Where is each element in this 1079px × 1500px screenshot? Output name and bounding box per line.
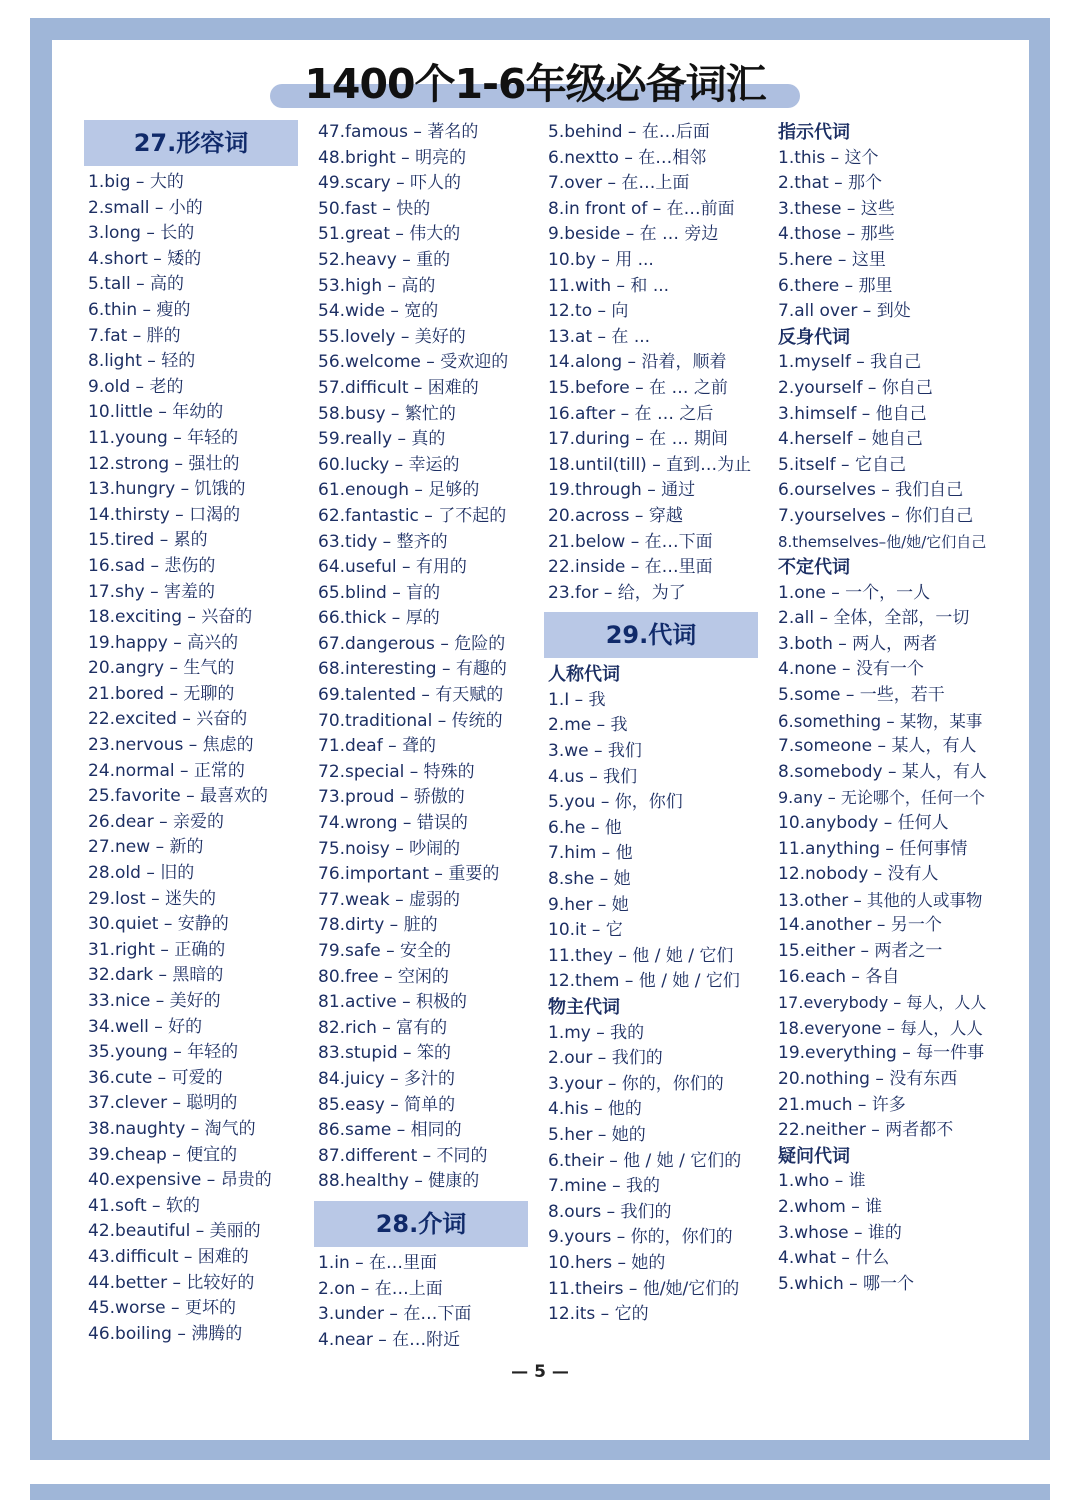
word-entry: 11.anything – 任何事情 xyxy=(778,838,968,859)
word-entry: 21.bored – 无聊的 xyxy=(88,683,235,704)
word-entry: 4.his – 他的 xyxy=(548,1099,642,1120)
word-entry: 73.proud – 骄傲的 xyxy=(318,787,465,808)
word-entry: 72.special – 特殊的 xyxy=(318,761,475,782)
word-entry: 7.fat – 胖的 xyxy=(88,325,181,346)
page-title: 1400个1-6年级必备词汇 xyxy=(304,60,766,108)
word-entry: 24.normal – 正常的 xyxy=(88,760,245,781)
column-adjectives-1 xyxy=(84,120,298,1347)
word-entry: 19.through – 通过 xyxy=(548,480,696,501)
word-entry: 82.rich – 富有的 xyxy=(318,1017,448,1038)
word-entry: 19.happy – 高兴的 xyxy=(88,632,239,653)
word-entry: 1.this – 这个 xyxy=(778,147,879,168)
column-prepositions-pronouns xyxy=(544,120,758,1328)
word-entry: 2.all – 全体，全部，一切 xyxy=(778,608,970,629)
column-adjectives-2 xyxy=(314,120,528,1353)
word-entry: 14.another – 另一个 xyxy=(778,915,942,936)
word-entry: 53.high – 高的 xyxy=(318,275,436,296)
word-entry: 2.whom – 谁 xyxy=(778,1196,883,1217)
page-number: — 5 — xyxy=(511,1362,569,1382)
word-entry: 30.quiet – 安静的 xyxy=(88,914,229,935)
word-entry: 6.he – 他 xyxy=(548,817,622,838)
word-entry: 26.dear – 亲爱的 xyxy=(88,811,224,832)
word-entry: 12.them – 他 / 她 / 它们 xyxy=(548,971,740,992)
word-entry: 3.whose – 谁的 xyxy=(778,1222,902,1243)
word-entry: 10.it – 它 xyxy=(548,920,623,941)
word-entry: 7.over – 在…上面 xyxy=(548,173,690,194)
word-entry: 77.weak – 虚弱的 xyxy=(318,889,460,910)
word-entry: 48.bright – 明亮的 xyxy=(318,147,467,168)
word-entry: 2.our – 我们的 xyxy=(548,1048,663,1069)
word-entry: 5.some – 一些，若干 xyxy=(778,685,945,706)
word-entry: 22.excited – 兴奋的 xyxy=(88,709,248,730)
word-entry: 45.worse – 更坏的 xyxy=(88,1298,236,1319)
word-entry: 9.beside – 在 … 旁边 xyxy=(548,224,719,245)
word-entry: 6.ourselves – 我们自己 xyxy=(778,480,964,501)
word-list xyxy=(314,120,528,1195)
word-entry: 22.neither – 两者都不 xyxy=(778,1120,954,1141)
word-entry: 57.difficult – 困难的 xyxy=(318,377,479,398)
word-entry: 13.other – 其他的人或事物 xyxy=(778,890,983,910)
word-entry: 5.behind – 在…后面 xyxy=(548,122,710,142)
word-entry: 69.talented – 有天赋的 xyxy=(318,685,504,706)
word-entry: 87.different – 不同的 xyxy=(318,1145,488,1166)
subheading-reflexive-pronouns: 反身代词 xyxy=(778,326,850,348)
word-list xyxy=(774,146,988,325)
word-entry: 15.either – 两者之一 xyxy=(778,941,943,961)
word-list xyxy=(84,170,298,1347)
word-entry: 15.tired – 累的 xyxy=(88,530,208,551)
word-entry: 1.big – 大的 xyxy=(88,172,184,192)
word-entry: 35.young – 年轻的 xyxy=(88,1042,239,1063)
word-entry: 8.ours – 我们的 xyxy=(548,1201,672,1222)
word-entry: 8.light – 轻的 xyxy=(88,351,196,372)
word-entry: 1.who – 谁 xyxy=(778,1171,866,1192)
word-entry: 1.myself – 我自己 xyxy=(778,352,922,373)
word-entry: 2.that – 那个 xyxy=(778,173,883,194)
word-entry: 2.yourself – 你自己 xyxy=(778,377,933,398)
subheading-personal-pronouns: 人称代词 xyxy=(548,664,620,686)
word-entry: 68.interesting – 有趣的 xyxy=(318,659,507,680)
word-entry: 67.dangerous – 危险的 xyxy=(318,633,506,654)
word-entry: 25.favorite – 最喜欢的 xyxy=(88,786,269,807)
word-entry: 16.sad – 悲伤的 xyxy=(88,555,216,576)
subheading-demonstrative-pronouns: 指示代词 xyxy=(778,122,850,143)
word-entry: 3.both – 两人，两者 xyxy=(778,633,938,654)
word-entry: 6.nextto – 在…相邻 xyxy=(548,147,707,168)
word-entry: 27.new – 新的 xyxy=(88,837,204,858)
subheading-indefinite-pronouns: 不定代词 xyxy=(778,557,850,579)
word-entry: 80.free – 空闲的 xyxy=(318,966,449,987)
word-entry: 66.thick – 厚的 xyxy=(318,608,440,629)
word-entry: 15.before – 在 … 之前 xyxy=(548,377,728,398)
word-entry: 14.thirsty – 口渴的 xyxy=(88,504,241,525)
word-entry: 50.fast – 快的 xyxy=(318,198,431,219)
word-entry: 44.better – 比较好的 xyxy=(88,1272,255,1293)
word-entry: 88.healthy – 健康的 xyxy=(318,1171,480,1192)
word-entry: 5.you – 你，你们 xyxy=(548,792,683,813)
word-entry: 76.important – 重要的 xyxy=(318,864,500,885)
subheading-possessive-pronouns: 物主代词 xyxy=(548,997,620,1018)
word-entry: 12.to – 向 xyxy=(548,301,629,322)
word-entry: 6.something – 某物，某事 xyxy=(778,711,983,731)
word-entry: 85.easy – 简单的 xyxy=(318,1094,456,1115)
word-list xyxy=(774,581,988,1144)
word-entry: 17.everybody – 每人，人人 xyxy=(778,993,987,1013)
word-entry: 10.little – 年幼的 xyxy=(88,402,224,423)
word-list xyxy=(774,350,988,555)
word-entry: 8.themselves–他/她/它们自己 xyxy=(778,532,987,551)
word-entry: 29.lost – 迷失的 xyxy=(88,888,216,909)
word-entry: 16.after – 在 … 之后 xyxy=(548,403,714,424)
word-entry: 46.boiling – 沸腾的 xyxy=(88,1323,243,1344)
word-entry: 14.along – 沿着，顺着 xyxy=(548,352,727,373)
word-entry: 42.beautiful – 美丽的 xyxy=(88,1221,261,1242)
word-entry: 79.safe – 安全的 xyxy=(318,941,452,961)
word-entry: 55.lovely – 美好的 xyxy=(318,326,466,347)
word-entry: 2.on – 在…上面 xyxy=(318,1278,443,1299)
word-entry: 47.famous – 著名的 xyxy=(318,122,479,142)
word-entry: 21.much – 许多 xyxy=(778,1094,906,1115)
word-entry: 32.dark – 黑暗的 xyxy=(88,965,224,986)
word-entry: 9.yours – 你的，你们的 xyxy=(548,1227,733,1248)
word-entry: 58.busy – 繁忙的 xyxy=(318,403,456,424)
word-entry: 3.these – 这些 xyxy=(778,198,895,219)
word-entry: 5.her – 她的 xyxy=(548,1124,646,1145)
word-entry: 11.they – 他 / 她 / 它们 xyxy=(548,945,734,966)
word-entry: 5.here – 这里 xyxy=(778,249,886,270)
word-entry: 10.hers – 她的 xyxy=(548,1252,666,1273)
word-entry: 12.nobody – 没有人 xyxy=(778,864,939,885)
word-entry: 4.herself – 她自己 xyxy=(778,429,923,450)
word-entry: 9.old – 老的 xyxy=(88,376,184,397)
word-entry: 7.yourselves – 你们自己 xyxy=(778,505,974,526)
word-entry: 5.tall – 高的 xyxy=(88,274,185,295)
word-entry: 21.below – 在…下面 xyxy=(548,531,713,552)
word-entry: 1.in – 在…里面 xyxy=(318,1252,438,1273)
word-entry: 22.inside – 在…里面 xyxy=(548,557,713,578)
word-entry: 56.welcome – 受欢迎的 xyxy=(318,352,509,373)
subheading-interrogative-pronouns: 疑问代词 xyxy=(778,1145,850,1167)
word-entry: 59.really – 真的 xyxy=(318,429,446,450)
word-entry: 7.mine – 我的 xyxy=(548,1176,661,1197)
word-entry: 63.tidy – 整齐的 xyxy=(318,531,448,552)
section-heading-prepositions: 28.介词 xyxy=(314,1201,528,1247)
word-entry: 3.himself – 他自己 xyxy=(778,403,927,424)
word-entry: 54.wide – 宽的 xyxy=(318,301,439,322)
word-entry: 41.soft – 软的 xyxy=(88,1195,200,1216)
word-entry: 4.none – 没有一个 xyxy=(778,659,924,680)
word-entry: 4.near – 在…附近 xyxy=(318,1329,461,1350)
word-entry: 1.I – 我 xyxy=(548,689,606,710)
word-entry: 51.great – 伟大的 xyxy=(318,224,461,245)
word-entry: 71.deaf – 聋的 xyxy=(318,736,436,757)
word-list xyxy=(544,120,758,606)
word-entry: 3.your – 你的，你们的 xyxy=(548,1073,724,1094)
word-entry: 61.enough – 足够的 xyxy=(318,480,480,501)
word-entry: 5.itself – 它自己 xyxy=(778,454,906,475)
word-entry: 34.well – 好的 xyxy=(88,1016,203,1037)
word-entry: 8.somebody – 某人，有人 xyxy=(778,761,987,782)
word-entry: 18.exciting – 兴奋的 xyxy=(88,607,253,628)
word-entry: 81.active – 积极的 xyxy=(318,992,468,1013)
word-entry: 6.their – 他 / 她 / 它们的 xyxy=(548,1150,742,1171)
word-entry: 8.in front of – 在…前面 xyxy=(548,198,735,219)
section-heading-adjectives: 27.形容词 xyxy=(84,120,298,166)
word-entry: 18.until(till) – 直到…为止 xyxy=(548,454,752,475)
word-entry: 11.with – 和 ... xyxy=(548,275,670,296)
word-entry: 7.all over – 到处 xyxy=(778,301,911,322)
word-entry: 3.under – 在…下面 xyxy=(318,1304,472,1325)
word-entry: 65.blind – 盲的 xyxy=(318,582,441,603)
word-entry: 84.juicy – 多汁的 xyxy=(318,1068,455,1089)
word-entry: 4.short – 矮的 xyxy=(88,248,202,269)
word-entry: 62.fantastic – 了不起的 xyxy=(318,505,507,526)
word-entry: 31.right – 正确的 xyxy=(88,939,226,960)
word-entry: 16.each – 各自 xyxy=(778,966,900,987)
next-page-edge xyxy=(30,1484,1050,1500)
word-entry: 12.strong – 强壮的 xyxy=(88,453,240,474)
word-entry: 64.useful – 有用的 xyxy=(318,557,467,578)
word-entry: 2.small – 小的 xyxy=(88,197,203,218)
word-entry: 12.its – 它的 xyxy=(548,1304,649,1325)
word-entry: 70.traditional – 传统的 xyxy=(318,710,503,731)
word-list xyxy=(544,1021,758,1328)
word-entry: 39.cheap – 便宜的 xyxy=(88,1144,238,1165)
section-heading-pronouns: 29.代词 xyxy=(544,612,758,658)
word-entry: 4.those – 那些 xyxy=(778,224,895,245)
word-entry: 38.naughty – 淘气的 xyxy=(88,1118,256,1139)
word-entry: 11.theirs – 他/她/它们的 xyxy=(548,1278,740,1299)
word-entry: 60.lucky – 幸运的 xyxy=(318,454,460,475)
word-entry: 1.one – 一个，一人 xyxy=(778,582,931,603)
word-entry: 9.her – 她 xyxy=(548,894,629,915)
word-entry: 13.at – 在 ... xyxy=(548,326,651,347)
word-entry: 18.everyone – 每人，人人 xyxy=(778,1018,983,1038)
word-entry: 9.any – 无论哪个，任何一个 xyxy=(778,788,985,808)
word-entry: 10.anybody – 任何人 xyxy=(778,813,949,834)
word-entry: 28.old – 旧的 xyxy=(88,863,195,884)
word-entry: 86.same – 相同的 xyxy=(318,1120,462,1141)
word-entry: 4.us – 我们 xyxy=(548,766,638,787)
word-entry: 1.my – 我的 xyxy=(548,1022,645,1043)
word-entry: 8.she – 她 xyxy=(548,869,631,890)
word-entry: 43.difficult – 困难的 xyxy=(88,1246,249,1267)
word-entry: 11.young – 年轻的 xyxy=(88,427,239,448)
word-entry: 74.wrong – 错误的 xyxy=(318,813,468,834)
word-entry: 7.someone – 某人，有人 xyxy=(778,736,977,757)
word-entry: 83.stupid – 笨的 xyxy=(318,1043,451,1064)
word-entry: 75.noisy – 吵闹的 xyxy=(318,838,461,859)
word-entry: 10.by – 用 ... xyxy=(548,249,654,270)
word-entry: 20.across – 穿越 xyxy=(548,505,683,526)
word-list xyxy=(314,1251,528,1353)
word-entry: 78.dirty – 脏的 xyxy=(318,915,438,936)
word-entry: 5.which – 哪一个 xyxy=(778,1273,915,1294)
word-entry: 19.everything – 每一件事 xyxy=(778,1043,985,1064)
word-entry: 6.thin – 瘦的 xyxy=(88,299,191,320)
word-entry: 20.angry – 生气的 xyxy=(88,658,235,679)
title-area xyxy=(270,58,800,110)
word-entry: 20.nothing – 没有东西 xyxy=(778,1068,958,1089)
word-entry: 13.hungry – 饥饿的 xyxy=(88,479,246,500)
word-entry: 17.shy – 害羞的 xyxy=(88,581,216,602)
word-entry: 7.him – 他 xyxy=(548,843,633,864)
word-entry: 2.me – 我 xyxy=(548,715,628,736)
column-pronouns xyxy=(774,120,988,1297)
word-entry: 4.what – 什么 xyxy=(778,1248,890,1269)
word-entry: 49.scary – 吓人的 xyxy=(318,173,462,194)
word-entry: 52.heavy – 重的 xyxy=(318,249,451,270)
word-entry: 23.for – 给，为了 xyxy=(548,582,686,603)
word-entry: 33.nice – 美好的 xyxy=(88,991,221,1011)
word-entry: 37.clever – 聪明的 xyxy=(88,1093,238,1114)
word-entry: 17.during – 在 … 期间 xyxy=(548,429,728,450)
word-entry: 3.we – 我们 xyxy=(548,741,642,762)
word-entry: 36.cute – 可爱的 xyxy=(88,1067,223,1088)
word-entry: 23.nervous – 焦虑的 xyxy=(88,735,254,756)
word-entry: 40.expensive – 昂贵的 xyxy=(88,1170,272,1191)
word-list xyxy=(544,688,758,995)
word-list xyxy=(774,1169,988,1297)
word-entry: 6.there – 那里 xyxy=(778,275,893,296)
word-entry: 3.long – 长的 xyxy=(88,223,195,244)
